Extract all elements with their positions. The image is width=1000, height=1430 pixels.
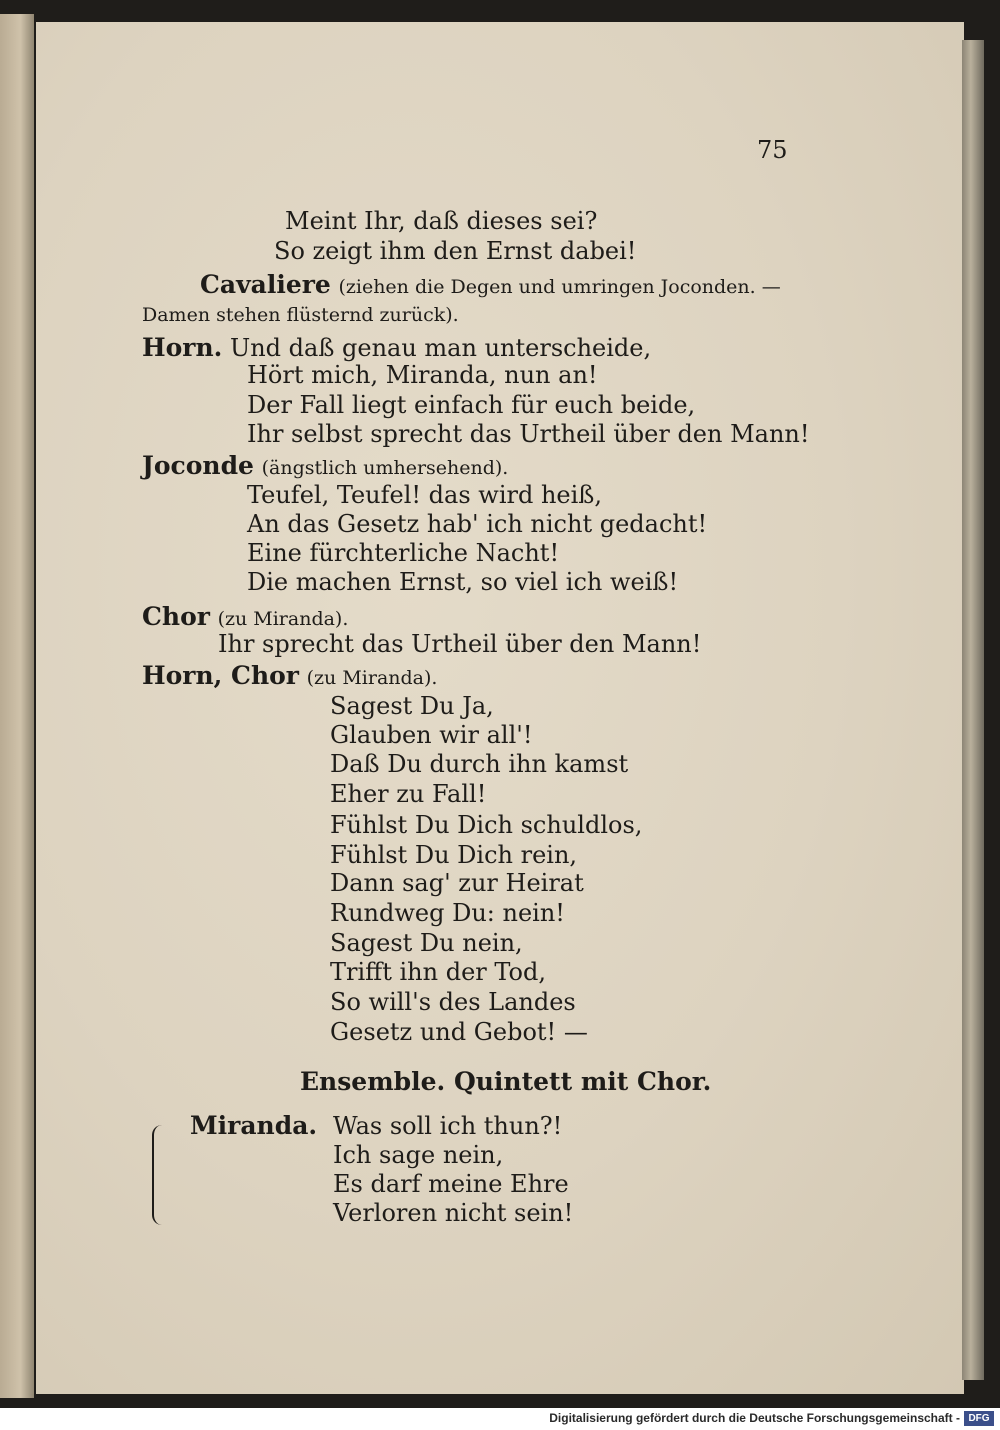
verse-line: Glauben wir all'! xyxy=(330,721,533,749)
verse-line: Fühlst Du Dich rein, xyxy=(330,841,578,869)
footer-credit: Digitalisierung gefördert durch die Deutsche Forschungsgemeinschaft - xyxy=(549,1411,960,1425)
verse-line: Ihr sprecht das Urtheil über den Mann! xyxy=(218,630,702,658)
verse-line: Fühlst Du Dich schuldlos, xyxy=(330,811,643,839)
verse-line: Meint Ihr, daß dieses sei? xyxy=(285,207,598,235)
page-number: 75 xyxy=(757,136,788,164)
verse-line: Daß Du durch ihn kamst xyxy=(330,750,629,778)
section-heading: Ensemble. Quintett mit Chor. xyxy=(300,1067,712,1096)
stage-direction: (zu Miranda). xyxy=(217,608,349,630)
verse-line: Und daß genau man unterscheide, xyxy=(230,334,652,362)
verse-line: Rundweg Du: nein! xyxy=(330,899,565,927)
verse-line: Der Fall liegt einfach für euch beide, xyxy=(247,391,696,419)
page-stack-edge xyxy=(962,40,984,1380)
speaker-name: Horn, Chor xyxy=(142,661,299,690)
speaker-name: Joconde xyxy=(142,451,254,480)
stage-line xyxy=(142,451,508,483)
stage-direction: (ängstlich umhersehend). xyxy=(261,457,509,479)
footer-bar xyxy=(0,1408,1000,1430)
speaker-name: Horn. xyxy=(142,333,223,362)
verse-line: So zeigt ihm den Ernst dabei! xyxy=(274,237,637,265)
speaker-name: Miranda. xyxy=(190,1111,318,1140)
verse-line: Es darf meine Ehre xyxy=(333,1170,569,1198)
stage-direction: (ziehen die Degen und umringen Joconden. — xyxy=(338,276,781,298)
verse-line: Eher zu Fall! xyxy=(330,780,487,808)
verse-line: Die machen Ernst, so viel ich weiß! xyxy=(247,568,679,596)
verse-line: Hört mich, Miranda, nun an! xyxy=(247,361,598,389)
verse-line: Trifft ihn der Tod, xyxy=(330,958,546,986)
speaker-name: Cavaliere xyxy=(200,270,331,299)
verse-line: Gesetz und Gebot! — xyxy=(330,1018,588,1046)
stage-line xyxy=(200,270,781,302)
speaker-name: Chor xyxy=(142,602,210,631)
verse-line: Sagest Du Ja, xyxy=(330,692,494,720)
verse-line: Ich sage nein, xyxy=(333,1141,504,1169)
verse-line: Teufel, Teufel! das wird heiß, xyxy=(247,481,602,509)
stage-line xyxy=(142,333,651,363)
stage-line xyxy=(142,661,437,693)
verse-line: Verloren nicht sein! xyxy=(333,1199,574,1227)
stage-direction: Damen stehen flüsternd zurück). xyxy=(142,304,459,326)
left-page-edge xyxy=(0,14,34,1398)
stage-direction: (zu Miranda). xyxy=(306,667,438,689)
verse-line: Eine fürchterliche Nacht! xyxy=(247,539,560,567)
verse-line: Sagest Du nein, xyxy=(330,929,523,957)
verse-line: An das Gesetz hab' ich nicht gedacht! xyxy=(247,510,708,538)
verse-line: Was soll ich thun?! xyxy=(333,1112,563,1140)
verse-line: So will's des Landes xyxy=(330,988,576,1016)
dfg-logo-icon: DFG xyxy=(964,1411,994,1426)
verse-line: Dann sag' zur Heirat xyxy=(330,869,584,897)
verse-line: Ihr selbst sprecht das Urtheil über den Mann! xyxy=(247,420,810,448)
brace xyxy=(152,1125,168,1225)
